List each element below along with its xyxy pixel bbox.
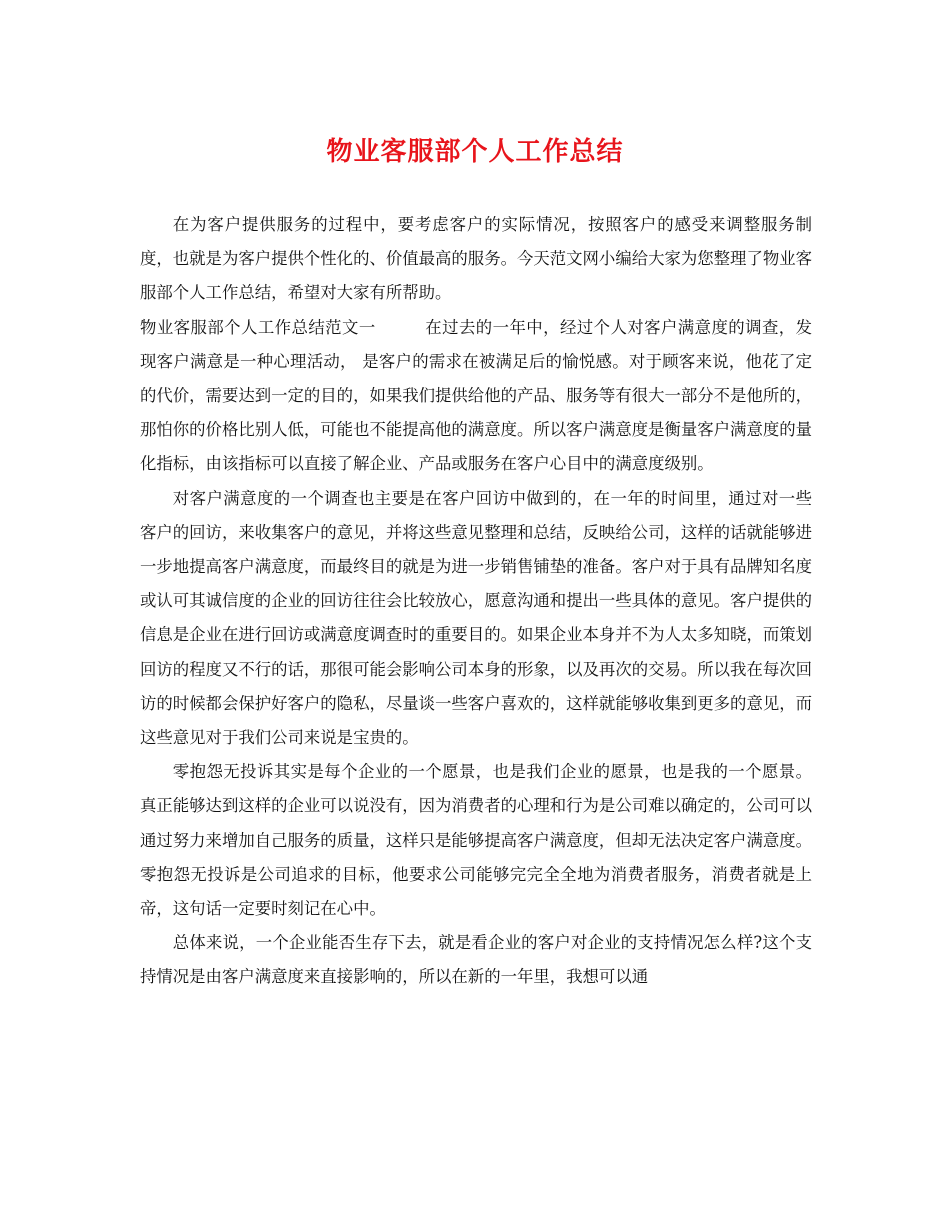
body-paragraph-2: 零抱怨无投诉其实是每个企业的一个愿景，也是我们企业的愿景，也是我的一个愿景。真正能够达到这样的企业可以说没有，因为消费者的心理和行为是公司难以确定的，公司可以通过努力来增加自己服务的质量，这样只是能够提高客户满意度，但却无法决定客户满意度。零抱怨无投诉是公司追求的目标，他要求公司能够完完全全地为消费者服务，消费者就是上帝，这句话一定要时刻记在心中。 [140,762,813,919]
document-body [140,208,812,995]
body-paragraph-3: 总体来说，一个企业能否生存下去，就是看企业的客户对企业的支持情况怎么样?这个支持情况是由客户满意度来直接影响的，所以在新的一年里，我想可以通 [140,933,812,987]
section-paragraph [140,311,812,482]
page-title: 物业客服部个人工作总结 [326,137,624,167]
section-first-paragraph: 在过去的一年中，经过个人对客户满意度的调查，发现客户满意是一种心理活动， 是客户的需求在被满足后的愉悦感。对于顾客来说，他花了定的代价，需要达到一定的目的，如果我们提供给他的产品、服务等有很大一部分不是他所的，那怕你的价格比别人低，可能也不能提高他的满意度。所以客户满意度是衡量客户满意度的量化指标，由该指标可以直接了解企业、产品或服务在客户心目中的满意度级别。 [140,317,813,474]
intro-paragraph: 在为客户提供服务的过程中，要考虑客户的实际情况，按照客户的感受来调整服务制度，也就是为客户提供个性化的、价值最高的服务。今天范文网小编给大家为您整理了物业客服部个人工作总结，希望对大家有所帮助。 [140,215,813,303]
body-paragraph-1: 对客户满意度的一个调查也主要是在客户回访中做到的，在一年的时间里，通过对一些客户的回访，来收集客户的意见，并将这些意见整理和总结，反映给公司，这样的话就能够进一步地提高客户满意度，而最终目的就是为进一步销售铺垫的准备。客户对于具有品牌知名度或认可其诚信度的企业的回访往往会比较放心，愿意沟通和提出一些具体的意见。客户提供的信息是企业在进行回访或满意度调查时的重要目的。如果企业本身并不为人太多知晓，而策划回访的程度又不行的话，那很可能会影响公司本身的形象，以及再次的交易。所以我在每次回访的时候都会保护好客户的隐私，尽量谈一些客户喜欢的，这样就能够收集到更多的意见，而这些意见对于我们公司来说是宝贵的。 [140,488,813,748]
section-heading: 物业客服部个人工作总结范文一 [140,317,376,337]
